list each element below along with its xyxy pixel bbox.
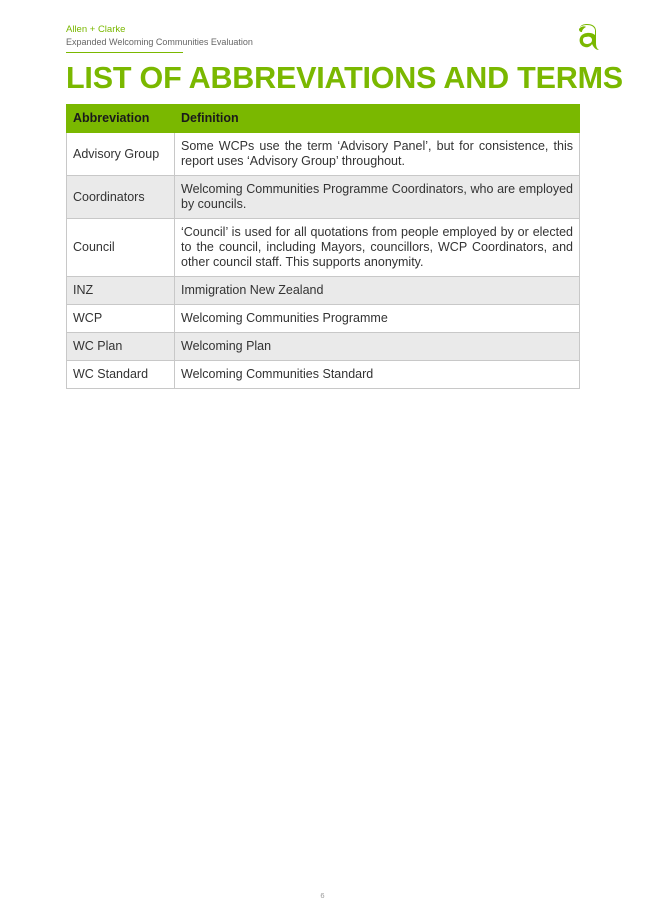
table-row [67, 361, 580, 389]
column-header-abbreviation: Abbreviation [67, 105, 175, 133]
definition-cell: Welcoming Communities Programme [175, 305, 580, 333]
report-name: Expanded Welcoming Communities Evaluation [66, 37, 253, 47]
column-header-definition: Definition [175, 105, 580, 133]
abbreviation-cell: WC Plan [67, 333, 175, 361]
table-header-row [67, 105, 580, 133]
abbreviations-table [66, 104, 580, 389]
table-row [67, 133, 580, 176]
page-title: LIST OF ABBREVIATIONS AND TERMS [66, 61, 623, 95]
definition-cell: Welcoming Communities Programme Coordinators, who are employed by councils. [175, 176, 580, 219]
definition-cell: Welcoming Plan [175, 333, 580, 361]
table-row [67, 305, 580, 333]
allen-clarke-a-logo-icon [576, 24, 600, 52]
table-row [67, 333, 580, 361]
definition-cell: Immigration New Zealand [175, 277, 580, 305]
abbreviation-cell: Council [67, 219, 175, 277]
abbreviation-cell: Coordinators [67, 176, 175, 219]
table-row [67, 277, 580, 305]
abbreviation-cell: WC Standard [67, 361, 175, 389]
abbreviation-cell: Advisory Group [67, 133, 175, 176]
organisation-name: Allen + Clarke [66, 24, 126, 35]
abbreviation-cell: INZ [67, 277, 175, 305]
table-row [67, 219, 580, 277]
page-header [66, 24, 253, 53]
page-number: 6 [320, 891, 325, 900]
abbreviation-cell: WCP [67, 305, 175, 333]
definition-cell: Welcoming Communities Standard [175, 361, 580, 389]
header-divider [66, 52, 183, 53]
definition-cell: Some WCPs use the term ‘Advisory Panel’, but for consistence, this report uses ‘Advisory Group’ throughout. [175, 133, 580, 176]
table-row [67, 176, 580, 219]
definition-cell: ‘Council’ is used for all quotations from people employed by or elected to the council, including Mayors, councillors, WCP Coordinators, and other council staff. This supports anonymity. [175, 219, 580, 277]
